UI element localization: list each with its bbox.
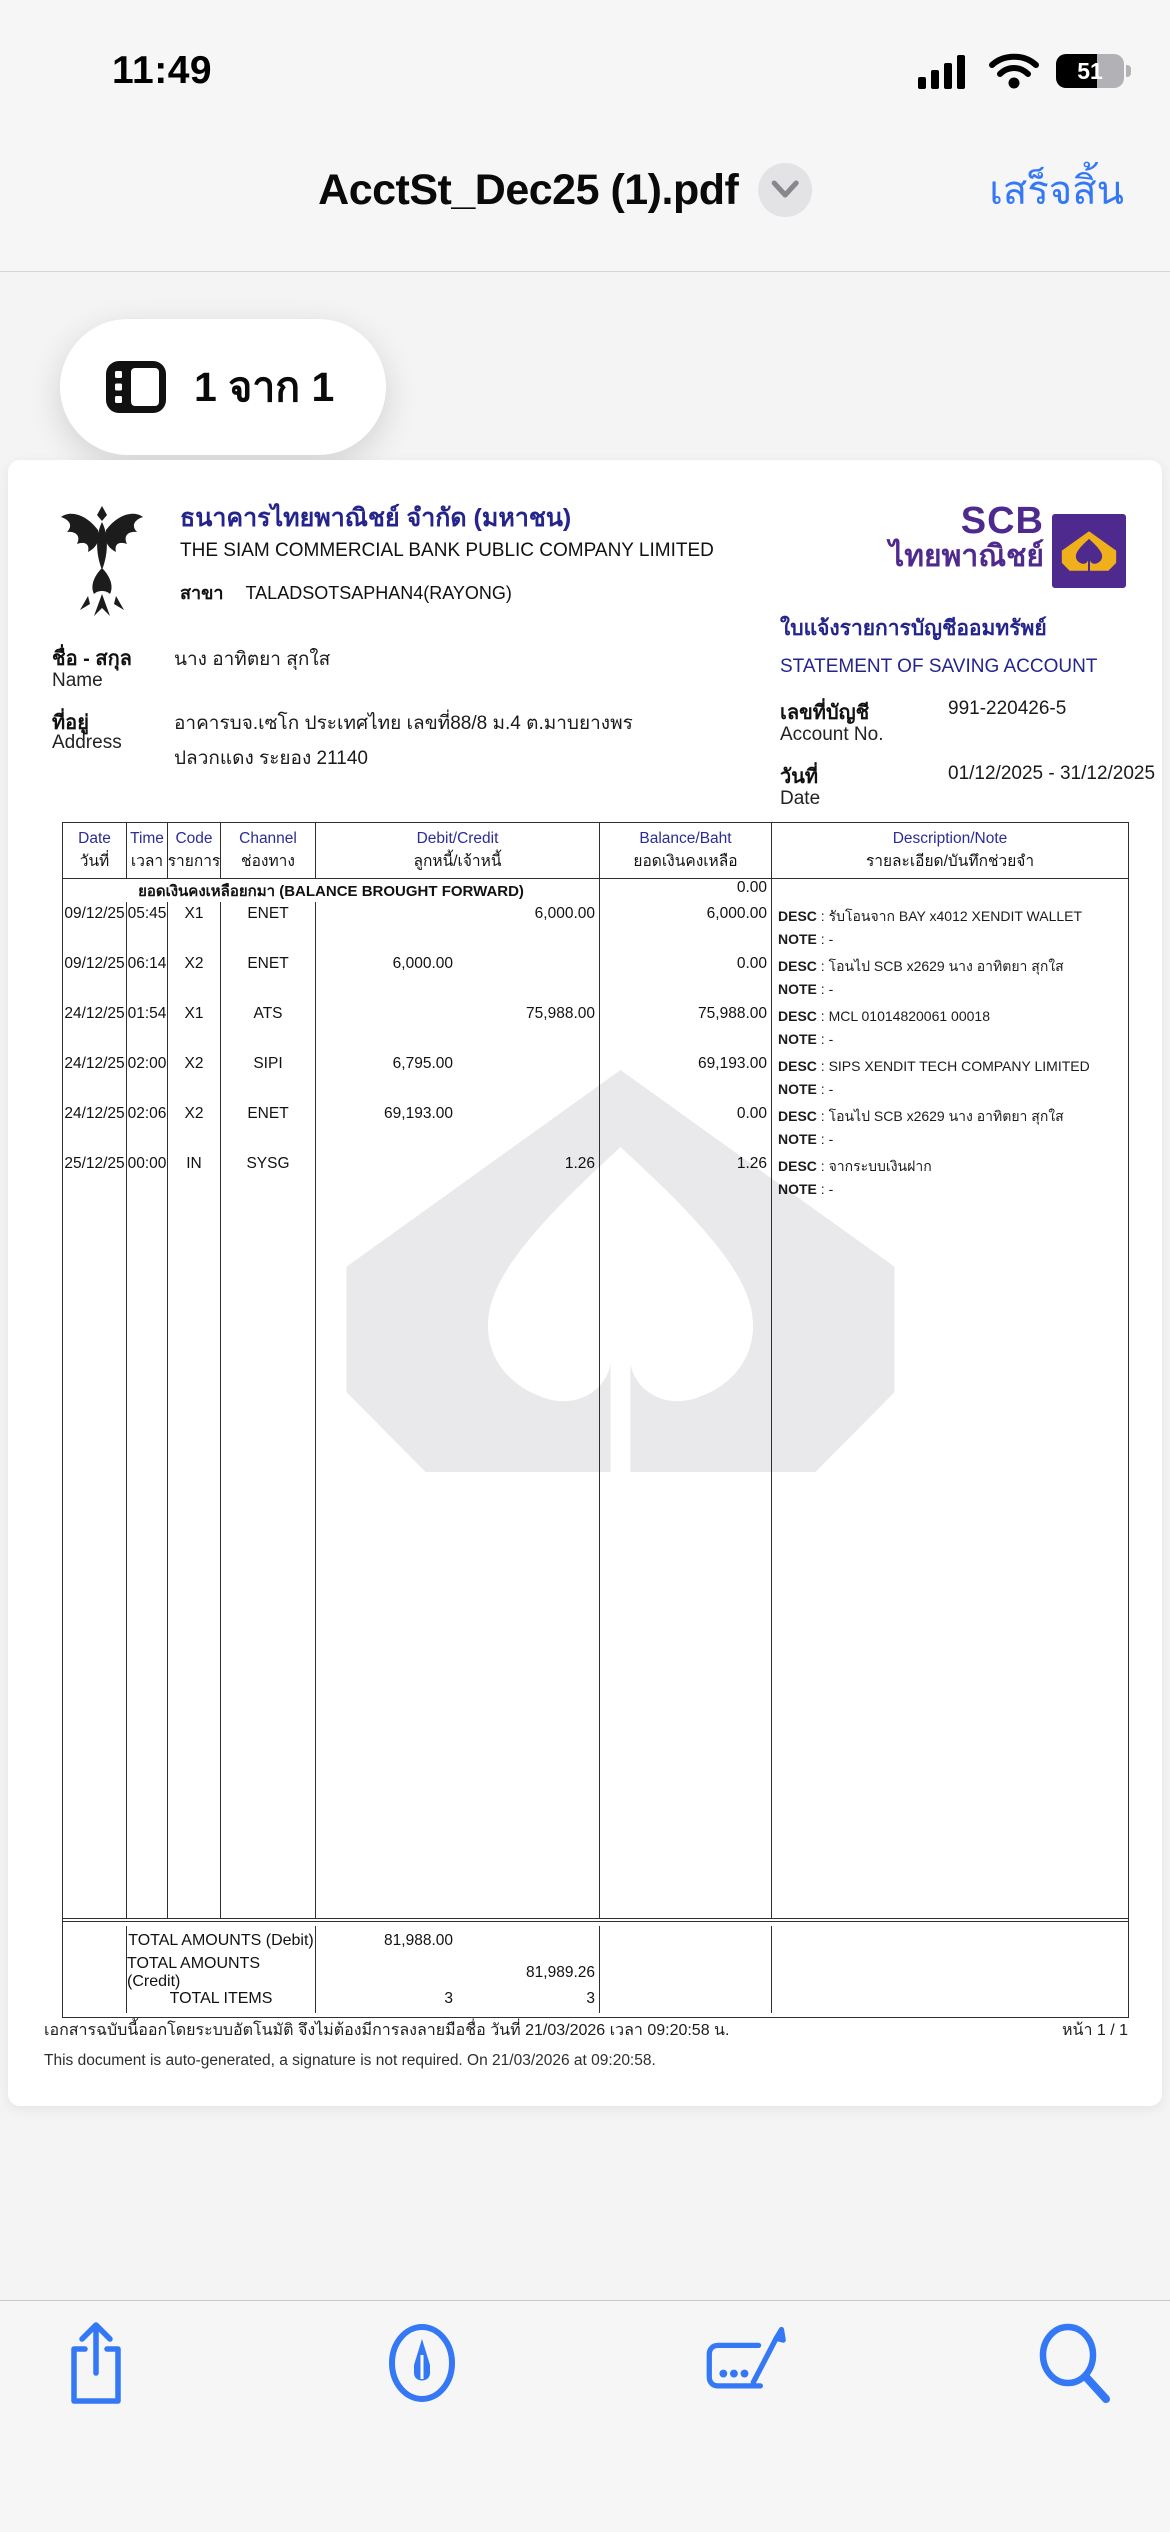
column-header-english: Description/Note [892,830,1008,847]
column-header-thai: ยอดเงินคงเหลือ [633,853,738,870]
search-icon [1034,2321,1114,2405]
branch-value: TALADSOTSAPHAN4(RAYONG) [245,583,512,603]
cellular-signal-icon [918,53,972,89]
cell-description [772,1152,1128,1202]
total-credit-row [63,1955,1128,1990]
statement-title-thai: ใบแจ้งรายการบัญชีออมทรัพย์ [780,617,1047,640]
status-icons [918,52,1124,90]
page-indicator-label: 1 จาก 1 [194,363,335,410]
name-value: นาง อาทิตยา สุกใส [174,649,331,670]
address-line1: อาคารบจ.เซโก ประเทศไทย เลขที่88/8 ม.4 ต.มาบยางพร [174,713,633,734]
cell-channel: ATS [221,1002,316,1052]
note-line: NOTE : - [778,1131,834,1147]
footer-page-number: หน้า 1 / 1 [1061,2022,1128,2039]
markup-pen-icon [384,2321,460,2405]
column-header [127,823,168,879]
credit-amount: 6,000.00 [534,905,595,922]
cell-debit-credit [316,1002,600,1052]
column-header [600,823,772,879]
date-label-thai: วันที่ [780,766,819,788]
cell-description [772,1052,1128,1102]
brought-forward-balance: 0.00 [600,879,772,903]
column-header-english: Channel [239,830,297,847]
footer-disclaimer-thai: เอกสารฉบับนี้ออกโดยระบบอัตโนมัติ จึงไม่ต้องมีการลงลายมือชื่อ วันที่ 21/03/2026 เวลา 09:20:58 น. [44,2022,730,2039]
cell-debit-credit [316,952,600,1002]
table-header-row [63,823,1128,879]
status-bar [0,36,1170,106]
cell-date: 24/12/25 [63,1052,127,1102]
transaction-row [63,1002,1128,1052]
markup-button[interactable] [378,2319,466,2407]
scb-logo-mark [1052,514,1126,588]
note-line: NOTE : - [778,1181,834,1197]
address-label-thai: ที่อยู่ [52,712,89,734]
column-header-thai: รายละเอียด/บันทึกช่วยจำ [865,853,1035,870]
cell-code: X2 [168,1102,221,1152]
document-title-group [318,163,812,217]
total-items-label: TOTAL ITEMS [127,1984,316,2013]
totals-section [63,1918,1128,2017]
cell-channel: SIPI [221,1052,316,1102]
credit-amount: 1.26 [564,1155,595,1172]
cell-debit-credit [316,1152,600,1202]
cell-debit-credit [316,902,600,952]
garuda-emblem [58,500,146,622]
share-icon [60,2319,132,2407]
column-header [316,823,600,879]
column-header [221,823,316,879]
scb-wordmark-line1: SCB [960,500,1044,542]
filename-dropdown-button[interactable] [758,163,812,217]
scb-wordmark [889,502,1044,572]
scb-wordmark-line2: ไทยพาณิชย์ [889,540,1044,573]
cell-code: IN [168,1152,221,1202]
cell-code: X1 [168,902,221,952]
total-items-row [63,1984,1128,2017]
cell-date: 24/12/25 [63,1102,127,1152]
cell-code: X1 [168,1002,221,1052]
description-line: DESC : SIPS XENDIT TECH COMPANY LIMITED [778,1058,1090,1074]
footer-disclaimer-english: This document is auto-generated, a signature is not required. On 21/03/2026 at 09:20:58. [44,2052,656,2069]
note-line: NOTE : - [778,981,834,997]
description-line: DESC : โอนไป SCB x2629 นาง อาทิตยา สุกใส [778,1108,1064,1124]
credit-amount: 75,988.00 [526,1005,595,1022]
cell-date: 25/12/25 [63,1152,127,1202]
table-body [63,902,1128,1202]
branch-label: สาขา [180,583,224,603]
cell-channel: ENET [221,952,316,1002]
cell-debit-credit [316,1102,600,1152]
sidebar-pages-icon [104,359,168,415]
column-header-thai: รายการ [167,853,221,870]
address-line2: ปลวกแดง ระยอง 21140 [174,748,368,769]
cell-date: 09/12/25 [63,952,127,1002]
bottom-toolbar [0,2300,1170,2532]
cell-balance: 6,000.00 [600,902,772,952]
description-line: DESC : รับโอนจาก BAY x4012 XENDIT WALLET [778,908,1083,924]
column-header-thai: ลูกหนี้/เจ้าหนี้ [413,853,502,870]
transaction-row [63,952,1128,1002]
name-label-english: Name [52,670,103,691]
cell-code: X2 [168,952,221,1002]
cell-debit-credit [316,1052,600,1102]
cell-time: 06:14 [127,952,168,1002]
address-label-english: Address [52,732,122,753]
bank-name-english: THE SIAM COMMERCIAL BANK PUBLIC COMPANY LIMITED [180,540,714,561]
page-indicator-pill[interactable] [60,319,386,455]
done-button[interactable]: เสร็จสิ้น [989,158,1124,222]
share-button[interactable] [52,2319,140,2407]
cell-channel: ENET [221,1102,316,1152]
wifi-icon [988,52,1040,90]
signature-button[interactable] [704,2319,792,2407]
date-label-english: Date [780,788,821,809]
debit-amount: 6,000.00 [392,955,453,972]
column-header-english: Date [78,830,111,847]
column-header [772,823,1128,879]
column-header-english: Balance/Baht [639,830,732,847]
cell-time: 05:45 [127,902,168,952]
cell-date: 09/12/25 [63,902,127,952]
description-line: DESC : โอนไป SCB x2629 นาง อาทิตยา สุกใส [778,958,1064,974]
cell-balance: 1.26 [600,1152,772,1202]
scb-leaf-icon [1061,531,1117,571]
search-button[interactable] [1030,2319,1118,2407]
cell-channel: SYSG [221,1152,316,1202]
pdf-title-bar [0,108,1170,272]
description-line: DESC : จากระบบเงินฝาก [778,1158,932,1174]
cell-code: X2 [168,1052,221,1102]
pdf-page [8,460,1162,2106]
total-credit-label: TOTAL AMOUNTS (Credit) [127,1955,316,1991]
transaction-row [63,1052,1128,1102]
brought-forward-label: ยอดเงินคงเหลือยกมา (BALANCE BROUGHT FORWARD) [63,879,600,903]
cell-balance: 0.00 [600,1102,772,1152]
cell-balance: 69,193.00 [600,1052,772,1102]
total-items-credit: 3 [586,1989,595,2007]
column-header [168,823,221,879]
status-time: 11:49 [112,49,213,92]
column-header-thai: วันที่ [79,853,110,870]
top-chrome [0,0,1170,272]
cell-channel: ENET [221,902,316,952]
total-debit-label: TOTAL AMOUNTS (Debit) [127,1926,316,1955]
transactions-table [62,822,1129,2018]
description-line: DESC : MCL 01014820061 00018 [778,1008,990,1024]
transaction-row [63,902,1128,952]
date-range-value: 01/12/2025 - 31/12/2025 [948,763,1156,784]
column-header [63,823,127,879]
document-filename: AcctSt_Dec25 (1).pdf [318,165,739,214]
cell-balance: 75,988.00 [600,1002,772,1052]
transaction-row [63,1102,1128,1152]
column-header-english: Debit/Credit [416,830,499,847]
note-line: NOTE : - [778,1081,834,1097]
bank-name-thai: ธนาคารไทยพาณิชย์ จำกัด (มหาชน) [180,504,572,532]
name-label-thai: ชื่อ - สกุล [52,648,132,670]
cell-description [772,1102,1128,1152]
battery-percent: 51 [1077,57,1103,84]
account-label-thai: เลขที่บัญชี [780,702,870,724]
cell-time: 01:54 [127,1002,168,1052]
transaction-row [63,1152,1128,1202]
column-header-english: Code [175,830,213,847]
chevron-down-icon [770,180,800,200]
account-label-english: Account No. [780,724,884,745]
total-credit-value: 81,989.26 [526,1964,595,1981]
note-line: NOTE : - [778,1031,834,1047]
total-debit-row [63,1922,1128,1955]
cell-description [772,1002,1128,1052]
debit-amount: 69,193.00 [384,1105,453,1122]
cell-time: 00:00 [127,1152,168,1202]
statement-title-english: STATEMENT OF SAVING ACCOUNT [780,656,1098,677]
cell-time: 02:06 [127,1102,168,1152]
cell-description [772,902,1128,952]
pdf-viewer-scroll-area[interactable] [0,273,1170,2300]
column-header-thai: เวลา [130,853,164,870]
table-empty-space [63,1202,1128,1918]
cell-description [772,952,1128,1002]
column-header-english: Time [130,830,164,847]
branch-line [180,578,512,607]
note-line: NOTE : - [778,931,834,947]
cell-date: 24/12/25 [63,1002,127,1052]
debit-amount: 6,795.00 [392,1055,453,1072]
total-items-debit: 3 [444,1989,453,2007]
cell-balance: 0.00 [600,952,772,1002]
battery-icon [1056,54,1124,88]
signature-form-icon [704,2321,792,2405]
total-debit-value: 81,988.00 [384,1931,453,1949]
account-value: 991-220426-5 [948,698,1067,719]
brought-forward-row [63,879,1128,902]
column-header-thai: ช่องทาง [241,853,295,870]
cell-time: 02:00 [127,1052,168,1102]
